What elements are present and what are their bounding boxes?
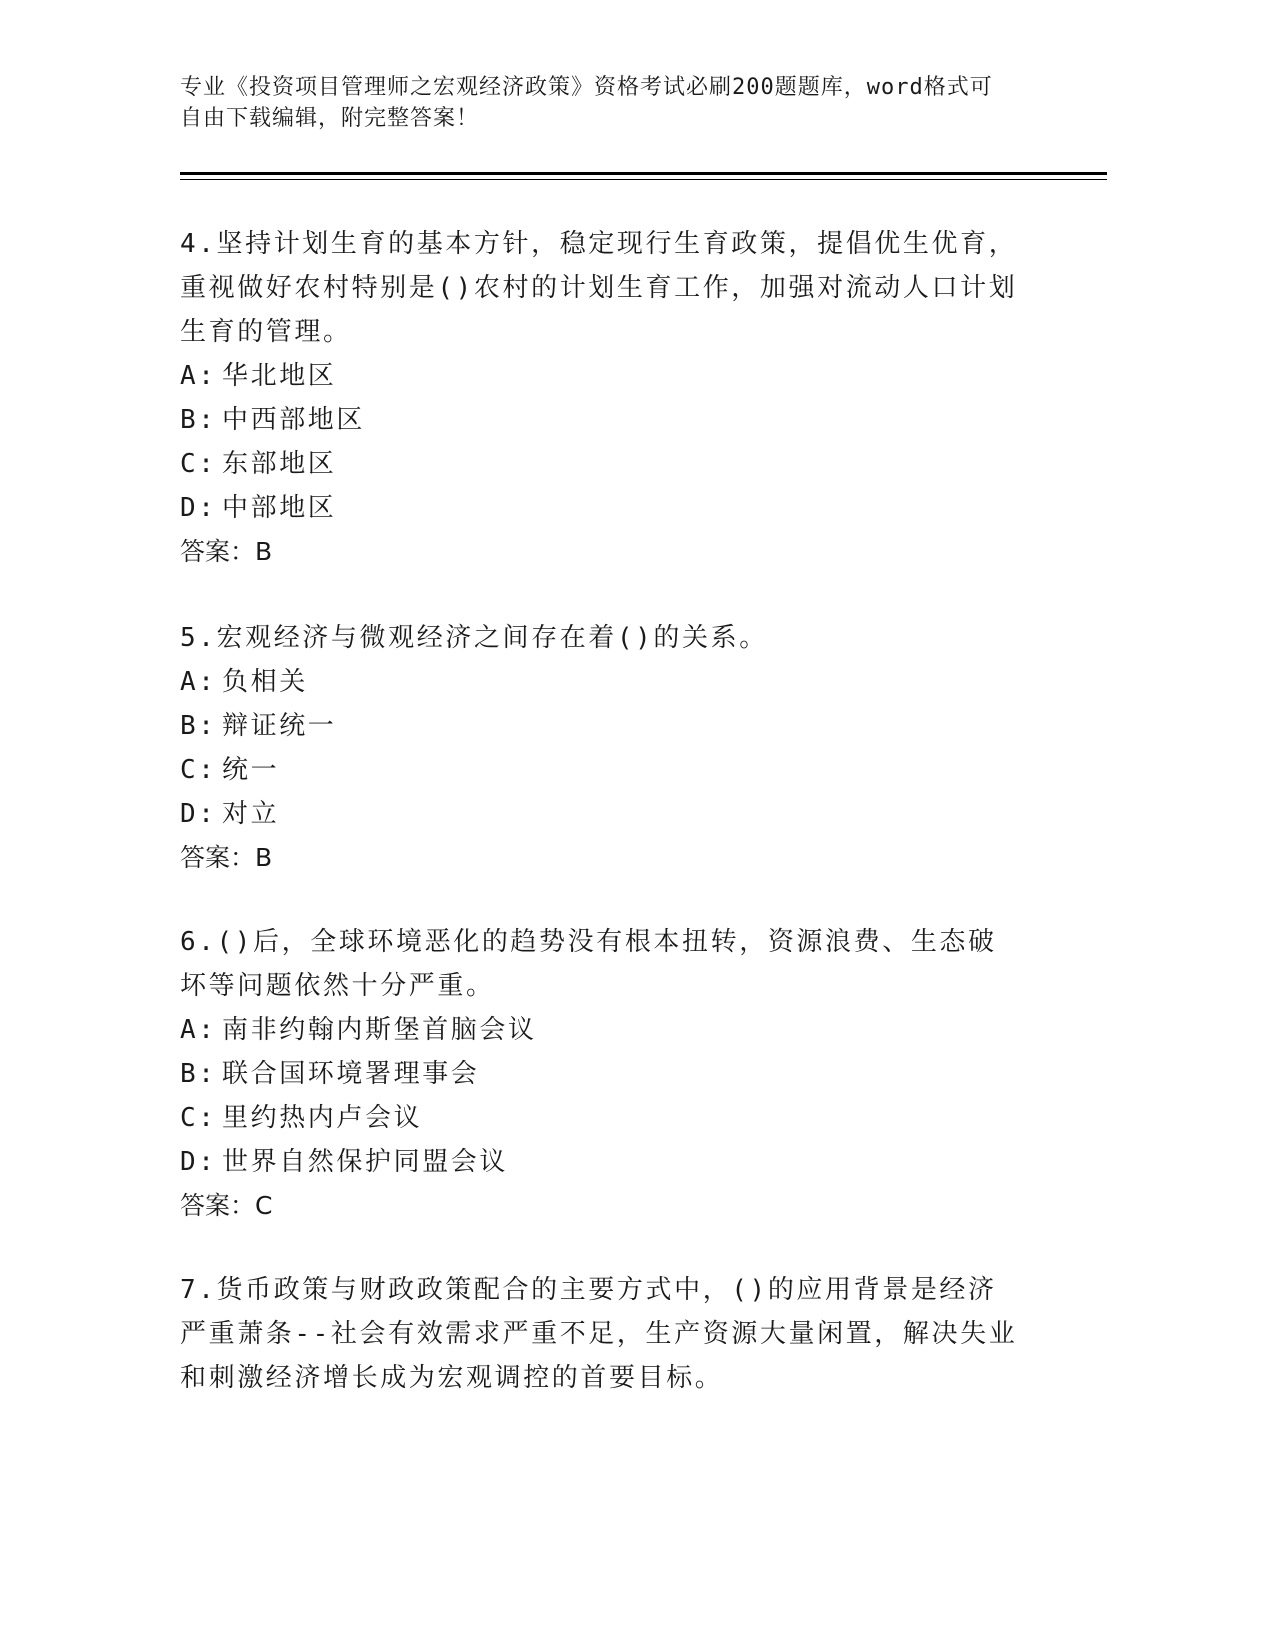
header-divider-thin — [180, 179, 1107, 180]
option-d — [180, 1140, 1020, 1184]
question-7 — [180, 1268, 1020, 1400]
option-b — [180, 704, 1020, 748]
option-label: D: — [180, 799, 217, 829]
option-label: D: — [180, 1147, 217, 1177]
question-stem: 4.坚持计划生育的基本方针，稳定现行生育政策，提倡优生优育，重视做好农村特别是()农村的计划生育工作，加强对流动人口计划生育的管理。 — [180, 229, 1018, 347]
option-label: C: — [180, 1103, 217, 1133]
question-stem: 5.宏观经济与微观经济之间存在着()的关系。 — [180, 623, 768, 653]
option-b — [180, 1052, 1020, 1096]
option-text: 中西部地区 — [222, 405, 366, 435]
option-text: 联合国环境署理事会 — [222, 1059, 480, 1089]
option-a — [180, 354, 1020, 398]
option-label: B: — [180, 1059, 217, 1089]
option-text: 里约热内卢会议 — [222, 1103, 423, 1133]
option-label: A: — [180, 667, 217, 697]
question-6 — [180, 920, 1020, 1228]
header-line-2: 自由下载编辑，附完整答案！ — [180, 106, 480, 131]
option-b — [180, 398, 1020, 442]
option-text: 华北地区 — [222, 361, 337, 391]
option-c — [180, 1096, 1020, 1140]
option-text: 东部地区 — [222, 449, 337, 479]
option-label: D: — [180, 493, 217, 523]
option-text: 对立 — [222, 799, 280, 829]
document-header — [180, 72, 1040, 134]
question-4 — [180, 222, 1020, 574]
option-text: 世界自然保护同盟会议 — [222, 1147, 509, 1177]
option-label: A: — [180, 1015, 217, 1045]
option-c — [180, 442, 1020, 486]
header-divider-thick — [180, 172, 1107, 175]
option-c — [180, 748, 1020, 792]
answer-line: 答案：B — [180, 843, 273, 872]
answer-line: 答案：B — [180, 537, 273, 566]
header-line-1: 专业《投资项目管理师之宏观经济政策》资格考试必刷200题题库，word格式可 — [180, 75, 993, 100]
question-stem: 6.()后，全球环境恶化的趋势没有根本扭转，资源浪费、生态破坏等问题依然十分严重。 — [180, 927, 997, 1001]
option-label: B: — [180, 405, 217, 435]
option-text: 负相关 — [222, 667, 308, 697]
question-5 — [180, 616, 1020, 880]
question-stem: 7.货币政策与财政政策配合的主要方式中，()的应用背景是经济严重萧条--社会有效需求严重不足，生产资源大量闲置，解决失业和刺激经济增长成为宏观调控的首要目标。 — [180, 1275, 1018, 1393]
option-text: 辩证统一 — [222, 711, 337, 741]
answer-line: 答案：C — [180, 1191, 273, 1220]
option-text: 南非约翰内斯堡首脑会议 — [222, 1015, 537, 1045]
option-a — [180, 660, 1020, 704]
option-label: B: — [180, 711, 217, 741]
option-label: C: — [180, 755, 217, 785]
option-a — [180, 1008, 1020, 1052]
option-label: A: — [180, 361, 217, 391]
option-d — [180, 792, 1020, 836]
option-text: 中部地区 — [222, 493, 337, 523]
option-text: 统一 — [222, 755, 280, 785]
option-label: C: — [180, 449, 217, 479]
option-d — [180, 486, 1020, 530]
